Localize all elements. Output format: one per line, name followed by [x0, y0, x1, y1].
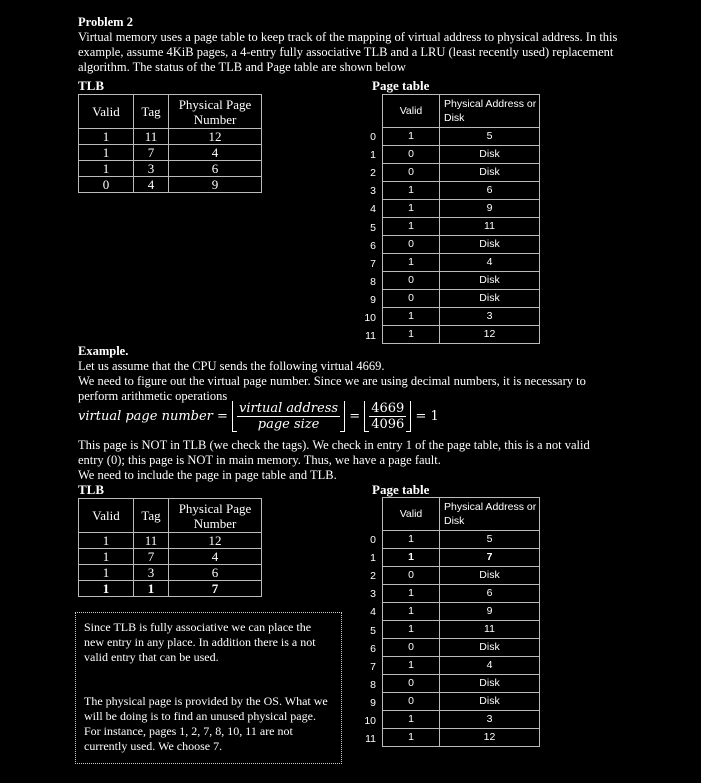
formula-result: = 1 — [415, 409, 439, 424]
page-table-initial — [382, 94, 540, 344]
page-table-row — [383, 657, 540, 675]
page-fault-explanation — [78, 438, 618, 483]
page-table-row — [383, 639, 540, 657]
example-title: Example. — [78, 344, 129, 358]
tlb2-header-valid: Valid — [79, 499, 134, 533]
page-table-index: 9 — [370, 293, 376, 306]
tlb-label: TLB — [78, 78, 105, 93]
pt-cell-pa: Disk — [440, 675, 540, 693]
page-table-row — [383, 621, 540, 639]
pt-cell-valid: 0 — [383, 164, 440, 182]
page-table-row — [383, 218, 540, 236]
pt-cell-valid: 0 — [383, 639, 440, 657]
page-table-index: 1 — [370, 552, 376, 565]
page-table-index: 3 — [370, 185, 376, 198]
tlb-row — [79, 145, 262, 161]
page-table-row — [383, 272, 540, 290]
intro-text: Virtual memory uses a page table to keep track of the mapping of virtual address to physical address. In this example, assume 4KiB pages, a 4-entry fully associative TLB and a LRU (least recently used) replacement algorithm. The status of the TLB and Page table are shown below — [78, 30, 618, 74]
page-table-index: 4 — [370, 606, 376, 619]
formula-eq: = — [349, 409, 361, 424]
pt-cell-valid: 1 — [383, 182, 440, 200]
tlb-cell-ppn: 9 — [169, 177, 262, 193]
pt-cell-valid: 1 — [383, 308, 440, 326]
pt-cell-valid: 0 — [383, 272, 440, 290]
tlb-label-2: TLB — [78, 482, 105, 497]
pt-cell-pa: Disk — [440, 236, 540, 254]
pt-cell-pa: 9 — [440, 603, 540, 621]
page-table-row — [383, 675, 540, 693]
pt-cell-valid: 0 — [383, 236, 440, 254]
pt-cell-valid: 0 — [383, 146, 440, 164]
tlb-header-valid: Valid — [79, 95, 134, 129]
after-formula-text: This page is NOT in TLB (we check the tags). We check in entry 1 of the page table, this is a not valid entry (0); this page is NOT in main memory. Thus, we have a page fault. — [78, 438, 590, 467]
page-table-index: 8 — [370, 678, 376, 691]
pt-cell-valid: 1 — [383, 729, 440, 747]
tlb-cell-tag: 3 — [134, 565, 169, 581]
page-table-row — [383, 693, 540, 711]
pt-cell-valid: 1 — [383, 200, 440, 218]
tlb-cell-valid: 1 — [79, 129, 134, 145]
example-line-2: We need to figure out the virtual page number. Since we are using decimal numbers, it is necessary to perform arithmetic operations — [78, 374, 586, 403]
pt-cell-pa: 3 — [440, 308, 540, 326]
formula-den2: 4096 — [371, 417, 405, 432]
page-table-index: 7 — [370, 660, 376, 673]
tlb-cell-valid: 1 — [79, 565, 134, 581]
tlb-cell-ppn: 6 — [169, 161, 262, 177]
page-table-index: 1 — [370, 149, 376, 162]
tlb-cell-valid: 1 — [79, 161, 134, 177]
pt-cell-valid: 1 — [383, 657, 440, 675]
page-table-row — [383, 729, 540, 747]
tlb-cell-ppn: 4 — [169, 145, 262, 161]
pt-cell-valid: 1 — [383, 218, 440, 236]
pt-cell-valid: 0 — [383, 693, 440, 711]
page-table-index: 7 — [370, 257, 376, 270]
example-section — [78, 344, 618, 404]
page-table-row — [383, 146, 540, 164]
tlb-cell-ppn: 12 — [169, 129, 262, 145]
pt-cell-pa: Disk — [440, 272, 540, 290]
formula-num1: virtual address — [239, 401, 339, 416]
pt-cell-valid: 1 — [383, 549, 440, 567]
pt-cell-valid: 1 — [383, 603, 440, 621]
tlb-table-initial — [78, 94, 262, 193]
pt-cell-pa: 11 — [440, 218, 540, 236]
pt-cell-pa: Disk — [440, 146, 540, 164]
page-table-index: 10 — [364, 715, 376, 727]
tlb-cell-tag: 1 — [134, 581, 169, 597]
pt-cell-pa: 9 — [440, 200, 540, 218]
pt-cell-pa: 3 — [440, 711, 540, 729]
page-table-row — [383, 182, 540, 200]
pt2-header-valid: Valid — [383, 498, 440, 531]
page-table-row — [383, 290, 540, 308]
pt-cell-pa: Disk — [440, 693, 540, 711]
tlb-cell-ppn: 7 — [169, 581, 262, 597]
vpn-formula — [78, 401, 439, 432]
page-table-row — [383, 567, 540, 585]
note-physical-page: The physical page is provided by the OS. What we will be doing is to find an unused physical page. For instance, pages 1, 2, 7, 8, 10, 11 are not currently used. We choose 7. — [84, 694, 328, 753]
page-table-row — [383, 531, 540, 549]
tlb-cell-tag: 7 — [134, 145, 169, 161]
pt-cell-valid: 1 — [383, 128, 440, 146]
tlb-cell-ppn: 12 — [169, 533, 262, 549]
page-table-row — [383, 200, 540, 218]
tlb-cell-valid: 1 — [79, 581, 134, 597]
tlb-cell-tag: 11 — [134, 129, 169, 145]
after-formula-text-2: We need to include the page in page table and TLB. — [78, 468, 337, 482]
pt-cell-pa: 11 — [440, 621, 540, 639]
pt-cell-valid: 1 — [383, 585, 440, 603]
pt2-header-pa: Physical Address or Disk — [440, 498, 540, 531]
pt-cell-valid: 1 — [383, 254, 440, 272]
tlb2-header-tag: Tag — [134, 499, 169, 533]
problem-intro — [78, 15, 618, 75]
page-table-index: 6 — [370, 239, 376, 252]
tlb-cell-tag: 3 — [134, 161, 169, 177]
tlb2-header-ppn: Physical Page Number — [169, 499, 262, 533]
pt-cell-pa: 5 — [440, 531, 540, 549]
page-table-index: 9 — [370, 696, 376, 709]
pt-cell-pa: Disk — [440, 164, 540, 182]
page-table-index: 11 — [365, 330, 376, 343]
note-tlb-placement: Since TLB is fully associative we can place the new entry in any place. In addition there is a not valid entry that can be used. — [84, 620, 316, 664]
page-table-index: 2 — [370, 167, 376, 180]
pt-cell-valid: 0 — [383, 567, 440, 585]
page-table-row — [383, 308, 540, 326]
tlb-row — [79, 129, 262, 145]
pt-header-pa: Physical Address or Disk — [440, 95, 540, 128]
pt-cell-pa: 4 — [440, 254, 540, 272]
pt-cell-valid: 0 — [383, 290, 440, 308]
pt-cell-pa: 5 — [440, 128, 540, 146]
page-table-index: 3 — [370, 588, 376, 601]
page-table-index: 4 — [370, 203, 376, 216]
tlb-cell-valid: 1 — [79, 549, 134, 565]
page-table-index: 6 — [370, 642, 376, 655]
tlb-cell-tag: 4 — [134, 177, 169, 193]
page-table-updated — [382, 497, 540, 747]
pt-cell-pa: 4 — [440, 657, 540, 675]
tlb-row — [79, 161, 262, 177]
page-table-index: 10 — [364, 312, 376, 324]
tlb-table-updated — [78, 498, 262, 597]
tlb-row — [79, 581, 262, 597]
pt-cell-pa: 6 — [440, 585, 540, 603]
tlb-header-ppn: Physical Page Number — [169, 95, 262, 129]
page-table-row — [383, 326, 540, 344]
page-table-index: 5 — [370, 624, 376, 637]
pt-cell-valid: 0 — [383, 675, 440, 693]
tlb-cell-ppn: 6 — [169, 565, 262, 581]
tlb-cell-tag: 11 — [134, 533, 169, 549]
formula-lhs: virtual page number = — [78, 409, 228, 424]
tlb-row — [79, 177, 262, 193]
page-table-row — [383, 585, 540, 603]
tlb-row — [79, 565, 262, 581]
pt-cell-valid: 1 — [383, 531, 440, 549]
page-table-index: 0 — [370, 131, 376, 143]
pt-cell-valid: 1 — [383, 621, 440, 639]
tlb-cell-ppn: 4 — [169, 549, 262, 565]
page-table-row — [383, 549, 540, 567]
formula-den1: page size — [257, 417, 320, 432]
page-table-label-2: Page table — [372, 482, 430, 497]
note-box — [75, 612, 342, 764]
pt-cell-pa: 6 — [440, 182, 540, 200]
tlb-cell-tag: 7 — [134, 549, 169, 565]
page-table-row — [383, 254, 540, 272]
pt-cell-pa: 7 — [440, 549, 540, 567]
page-table-row — [383, 603, 540, 621]
pt-header-valid: Valid — [383, 95, 440, 128]
formula-num2: 4669 — [371, 401, 405, 416]
tlb-cell-valid: 1 — [79, 145, 134, 161]
pt-cell-pa: 12 — [440, 326, 540, 344]
tlb-row — [79, 533, 262, 549]
page-table-index: 8 — [370, 275, 376, 288]
page-table-row — [383, 128, 540, 146]
pt-cell-pa: 12 — [440, 729, 540, 747]
problem-title: Problem 2 — [78, 15, 133, 29]
page-table-index: 5 — [370, 221, 376, 234]
page-table-row — [383, 236, 540, 254]
tlb-row — [79, 549, 262, 565]
page-table-row — [383, 164, 540, 182]
example-line-1: Let us assume that the CPU sends the following virtual 4669. — [78, 359, 385, 373]
page-table-index: 11 — [365, 733, 376, 746]
pt-cell-valid: 1 — [383, 711, 440, 729]
page-table-index: 0 — [370, 534, 376, 546]
page-table-index: 2 — [370, 570, 376, 583]
tlb-cell-valid: 0 — [79, 177, 134, 193]
pt-cell-pa: Disk — [440, 639, 540, 657]
pt-cell-pa: Disk — [440, 290, 540, 308]
tlb-cell-valid: 1 — [79, 533, 134, 549]
page-table-label: Page table — [372, 78, 430, 93]
page-table-row — [383, 711, 540, 729]
tlb-header-tag: Tag — [134, 95, 169, 129]
pt-cell-valid: 1 — [383, 326, 440, 344]
pt-cell-pa: Disk — [440, 567, 540, 585]
